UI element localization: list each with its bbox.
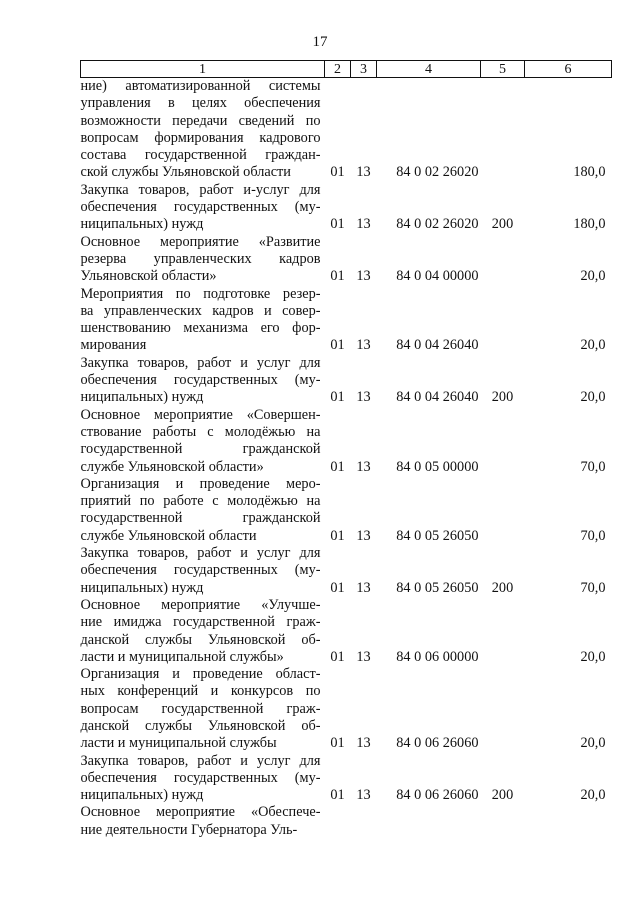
table-row [81,545,612,597]
amount: 20,0 [580,389,606,406]
expense-type-code: 200 [491,216,514,233]
expense-type-code: 200 [491,579,514,596]
description-line: Закупка товаров, работ и-услуг для [80,181,321,198]
target-article-code: 84 0 04 26040 [396,389,479,406]
description-line: службе Ульяновской области [80,527,257,544]
expense-type-code [481,476,525,545]
amount: 70,0 [580,458,606,475]
section-code: 01 [330,735,345,752]
amount: 70,0 [580,527,606,544]
subsection-code: 13 [356,458,371,475]
table-body [81,78,612,840]
section-code: 01 [330,527,345,544]
expense-type-code [481,234,525,286]
column-header-6: 6 [525,61,612,78]
description-line: ниципальных) нужд [80,579,204,596]
subsection-code: 13 [356,389,371,406]
description-line: обеспечения государственных (му- [80,769,321,786]
row-description [81,476,325,545]
description-line: Закупка товаров, работ и услуг для [80,752,321,769]
table-row [81,753,612,805]
row-description [81,182,325,234]
description-line: возможности передачи сведений по [80,112,321,129]
expense-type-code [481,666,525,752]
amount: 20,0 [580,268,606,285]
row-description [81,234,325,286]
table-row [81,804,612,839]
table-row [81,234,612,286]
subsection-code: 13 [356,268,371,285]
description-line: ние) автоматизированной системы [80,78,321,94]
target-article-code [377,804,481,839]
description-line: ниципальных) нужд [80,389,204,406]
subsection-code: 13 [356,648,371,665]
column-header-3: 3 [351,61,377,78]
description-line: обеспечения государственных (му- [80,372,321,389]
description-line: ской службы Ульяновской области [80,164,291,181]
section-code: 01 [330,648,345,665]
description-line: состава государственной граждан- [80,147,321,164]
row-description [81,545,325,597]
amount: 180,0 [573,216,606,233]
description-line: Организация и проведение меро- [80,475,321,492]
column-header-5: 5 [481,61,525,78]
page-number: 17 [312,34,328,50]
table-row [81,182,612,234]
column-header-2: 2 [325,61,351,78]
subsection-code: 13 [356,216,371,233]
description-line: управления в целях обеспечения [80,95,321,112]
expense-type-code: 200 [491,787,514,804]
description-line: государственной гражданской [80,510,321,527]
description-line: службе Ульяновской области» [80,458,264,475]
section-code: 01 [330,579,345,596]
table-header-row [81,61,612,78]
description-line: обеспечения государственных (му- [80,199,321,216]
description-line: ниципальных) нужд [80,787,204,804]
description-line: ние имиджа государственной граж- [80,614,321,631]
description-line: Закупка товаров, работ и услуг для [80,354,321,371]
section-code: 01 [330,389,345,406]
table-row [81,476,612,545]
target-article-code: 84 0 04 26040 [396,337,479,354]
section-code [325,804,351,839]
target-article-code: 84 0 06 26060 [396,787,479,804]
description-line: данской службы Ульяновской об- [80,631,321,648]
description-line: ласти и муниципальной службы [80,735,277,752]
description-line: государственной гражданской [80,441,321,458]
description-line: ных конференций и конкурсов по [80,683,321,700]
subsection-code: 13 [356,527,371,544]
description-line: Мероприятия по подготовке резер- [80,285,321,302]
table-row [81,666,612,752]
table-row [81,78,612,182]
description-line: шенствованию механизма его фор- [80,320,321,337]
amount: 20,0 [580,735,606,752]
table-row [81,286,612,355]
row-description [81,78,325,182]
row-description [81,407,325,476]
target-article-code: 84 0 05 00000 [396,458,479,475]
subsection-code: 13 [356,579,371,596]
amount: 70,0 [580,579,606,596]
expense-type-code: 200 [491,389,514,406]
description-line: вопросам государственной граж- [80,700,321,717]
description-line: обеспечения государственных (му- [80,562,321,579]
target-article-code: 84 0 02 26020 [396,216,479,233]
section-code: 01 [330,268,345,285]
amount: 20,0 [580,337,606,354]
amount: 20,0 [580,648,606,665]
description-line: Ульяновской области» [80,268,217,285]
expense-type-code [481,804,525,839]
row-description [81,355,325,407]
column-header-4: 4 [377,61,481,78]
subsection-code: 13 [356,164,371,181]
target-article-code: 84 0 05 26050 [396,579,479,596]
row-description [81,597,325,666]
row-description [81,286,325,355]
section-code: 01 [330,458,345,475]
description-line: резерва управленческих кадров [80,250,321,267]
description-line: Основное мероприятие «Развитие [80,233,321,250]
table-row [81,355,612,407]
amount: 20,0 [580,787,606,804]
amount [525,804,612,839]
target-article-code: 84 0 06 26060 [396,735,479,752]
description-line: вопросам формирования кадрового [80,129,321,146]
description-line: ва управленческих кадров и совер- [80,302,321,319]
expense-type-code [481,78,525,182]
description-line: Основное мероприятие «Улучше- [80,596,321,613]
column-header-1: 1 [81,61,325,78]
row-description [81,666,325,752]
subsection-code: 13 [356,787,371,804]
description-line: ствование работы с молодёжью на [80,423,321,440]
row-description [81,804,325,839]
table-row [81,407,612,476]
amount: 180,0 [573,164,606,181]
target-article-code: 84 0 06 00000 [396,648,479,665]
section-code: 01 [330,787,345,804]
subsection-code: 13 [356,735,371,752]
description-line: ниципальных) нужд [80,216,204,233]
subsection-code: 13 [356,337,371,354]
description-line: Закупка товаров, работ и услуг для [80,545,321,562]
description-line: мирования [80,337,147,354]
table-row [81,597,612,666]
target-article-code: 84 0 02 26020 [396,164,479,181]
section-code: 01 [330,164,345,181]
section-code: 01 [330,337,345,354]
section-code: 01 [330,216,345,233]
description-line: Организация и проведение област- [80,666,321,683]
budget-table [80,60,612,839]
expense-type-code [481,286,525,355]
description-line: приятий по работе с молодёжью на [80,493,321,510]
expense-type-code [481,597,525,666]
row-description [81,753,325,805]
description-line: Основное мероприятие «Обеспече- [80,804,321,821]
target-article-code: 84 0 05 26050 [396,527,479,544]
description-line: данской службы Ульяновской об- [80,717,321,734]
subsection-code [351,804,377,839]
description-line: ласти и муниципальной службы» [80,648,284,665]
target-article-code: 84 0 04 00000 [396,268,479,285]
description-line: Основное мероприятие «Совершен- [80,406,321,423]
expense-type-code [481,407,525,476]
description-line: ние деятельности Губернатора Уль- [80,821,298,838]
